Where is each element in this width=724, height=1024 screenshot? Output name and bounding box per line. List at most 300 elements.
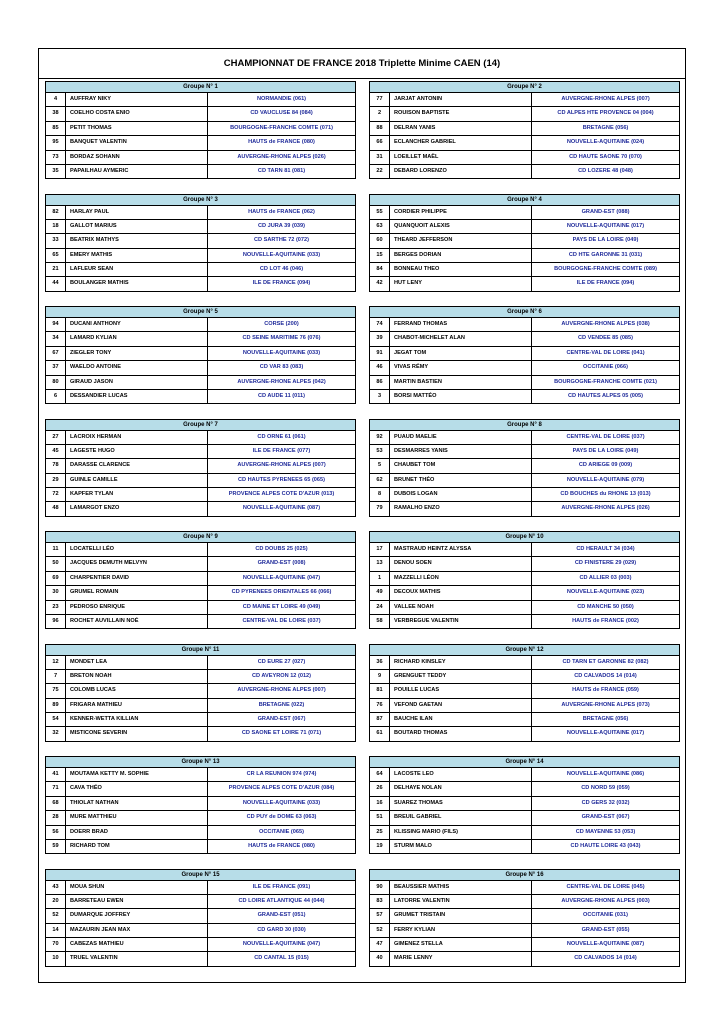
table-row bbox=[369, 234, 680, 248]
team-name: CD GARD 30 (030) bbox=[257, 926, 306, 933]
table-row bbox=[369, 165, 680, 179]
player-number: 10 bbox=[46, 952, 66, 965]
team-name: NOUVELLE-AQUITAINE (087) bbox=[242, 505, 321, 512]
table-row bbox=[45, 263, 356, 277]
player-name: BORDAZ SOHANN bbox=[66, 151, 208, 164]
player-number: 74 bbox=[370, 318, 390, 331]
table-row bbox=[45, 924, 356, 938]
player-name: MARTIN BASTIEN bbox=[390, 376, 532, 389]
table-row bbox=[369, 924, 680, 938]
team-name: OCCITANIE (031) bbox=[583, 912, 628, 919]
player-name: AUFFRAY NIKY bbox=[66, 93, 208, 106]
player-number: 88 bbox=[370, 122, 390, 135]
player-number: 5 bbox=[370, 459, 390, 472]
player-number: 87 bbox=[370, 713, 390, 726]
player-name: DEBARD LORENZO bbox=[390, 165, 532, 178]
table-row bbox=[369, 220, 680, 234]
player-number: 1 bbox=[370, 572, 390, 585]
team-name: CD ORNE 61 (061) bbox=[257, 433, 306, 440]
team-name: CD CALVADOS 14 (014) bbox=[574, 955, 637, 962]
table-row bbox=[45, 445, 356, 459]
table-row bbox=[45, 474, 356, 488]
player-name: VEFOND GAETAN bbox=[390, 699, 532, 712]
player-name: DOERR BRAD bbox=[66, 826, 208, 839]
player-name: GIRAUD JASON bbox=[66, 376, 208, 389]
player-name: JARJAT ANTONIN bbox=[390, 93, 532, 106]
player-number: 79 bbox=[370, 502, 390, 515]
table-row bbox=[369, 332, 680, 346]
team-name: GRAND-EST (055) bbox=[581, 926, 630, 933]
team-name: AUVERGNE-RHONE ALPES (073) bbox=[561, 701, 650, 708]
table-row bbox=[45, 431, 356, 445]
team-name: CD EURE 27 (027) bbox=[257, 658, 306, 665]
player-name: BARRETEAU EWEN bbox=[66, 895, 208, 908]
page-title: CHAMPIONNAT DE FRANCE 2018 Triplette Minime CAEN (14) bbox=[39, 49, 685, 79]
player-number: 89 bbox=[46, 699, 66, 712]
player-name: QUANQUOIT ALEXIS bbox=[390, 220, 532, 233]
table-row bbox=[45, 332, 356, 346]
player-name: MURE MATTHIEU bbox=[66, 811, 208, 824]
team-name: CD LOZERE 48 (048) bbox=[578, 167, 633, 174]
player-name: DUBOIS LOGAN bbox=[390, 488, 532, 501]
team-name: CD CANTAL 15 (015) bbox=[254, 955, 309, 962]
table-row bbox=[369, 390, 680, 404]
player-number: 15 bbox=[370, 249, 390, 262]
player-number: 94 bbox=[46, 318, 66, 331]
player-name: THIOLAT NATHAN bbox=[66, 797, 208, 810]
team-name: BRETAGNE (022) bbox=[258, 701, 305, 708]
group-table bbox=[369, 531, 680, 629]
table-row bbox=[369, 474, 680, 488]
table-row bbox=[369, 107, 680, 121]
team-name: CR LA REUNION 974 (974) bbox=[246, 771, 317, 777]
player-number: 76 bbox=[370, 699, 390, 712]
table-row bbox=[369, 909, 680, 923]
team-name: GRAND-EST (067) bbox=[257, 716, 306, 723]
player-number: 49 bbox=[370, 586, 390, 599]
player-number: 67 bbox=[46, 347, 66, 360]
player-number: 8 bbox=[370, 488, 390, 501]
team-name: CD GERS 32 (032) bbox=[581, 799, 630, 806]
player-number: 86 bbox=[370, 376, 390, 389]
table-row bbox=[369, 459, 680, 473]
player-number: 96 bbox=[46, 615, 66, 628]
player-number: 43 bbox=[46, 881, 66, 894]
group-header: Groupe N° 10 bbox=[369, 531, 680, 543]
team-name: AUVERGNE-RHONE ALPES (007) bbox=[237, 687, 326, 694]
player-number: 17 bbox=[370, 543, 390, 556]
team-name: CD LOT 46 (046) bbox=[259, 266, 304, 273]
table-row bbox=[45, 881, 356, 895]
player-name: CABEZAS MATHIEU bbox=[66, 938, 208, 951]
group-table bbox=[45, 306, 356, 404]
table-row bbox=[45, 895, 356, 909]
team-name: CENTRE-VAL DE LOIRE (045) bbox=[566, 883, 645, 890]
team-name: ILE DE FRANCE (094) bbox=[252, 280, 311, 287]
group-table bbox=[369, 644, 680, 742]
player-number: 16 bbox=[370, 797, 390, 810]
player-number: 42 bbox=[370, 277, 390, 290]
team-name: CD ALLIER 03 (003) bbox=[579, 574, 632, 581]
player-name: LATORRE VALENTIN bbox=[390, 895, 532, 908]
table-row bbox=[369, 797, 680, 811]
team-name: CD PYRENEES ORIENTALES 66 (066) bbox=[231, 589, 332, 596]
player-name: JEGAT TOM bbox=[390, 347, 532, 360]
player-name: CHARPENTIER DAVID bbox=[66, 572, 208, 585]
player-name: GALLOT MARIUS bbox=[66, 220, 208, 233]
team-name: HAUTS de FRANCE (059) bbox=[572, 687, 639, 694]
player-number: 69 bbox=[46, 572, 66, 585]
table-row bbox=[369, 93, 680, 107]
player-name: DESMARRES YANIS bbox=[390, 445, 532, 458]
group-header: Groupe N° 5 bbox=[45, 306, 356, 318]
player-number: 83 bbox=[370, 895, 390, 908]
player-number: 75 bbox=[46, 684, 66, 697]
team-name: NOUVELLE-AQUITAINE (024) bbox=[566, 139, 645, 146]
table-row bbox=[45, 909, 356, 923]
team-name: CD DOUBS 25 (025) bbox=[255, 546, 308, 552]
team-name: ILE DE FRANCE (094) bbox=[576, 280, 635, 287]
group-table bbox=[369, 756, 680, 854]
table-row bbox=[369, 615, 680, 629]
table-row bbox=[369, 826, 680, 840]
player-number: 65 bbox=[46, 249, 66, 262]
team-name: CORSE (200) bbox=[264, 321, 299, 327]
table-row bbox=[369, 952, 680, 966]
table-row bbox=[369, 782, 680, 796]
team-name: HAUTS de FRANCE (080) bbox=[248, 842, 315, 849]
player-number: 91 bbox=[370, 347, 390, 360]
team-name: NOUVELLE-AQUITAINE (087) bbox=[566, 941, 645, 948]
team-name: NOUVELLE-AQUITAINE (079) bbox=[566, 476, 645, 483]
table-row bbox=[45, 122, 356, 136]
table-row bbox=[45, 727, 356, 741]
team-name: CD ALPES HTE PROVENCE 04 (004) bbox=[557, 110, 654, 117]
team-name: CD TARN ET GARONNE 82 (082) bbox=[562, 658, 649, 665]
player-number: 71 bbox=[46, 782, 66, 795]
team-name: NOUVELLE-AQUITAINE (047) bbox=[242, 574, 321, 581]
player-name: LAMARD KYLIAN bbox=[66, 332, 208, 345]
player-name: KENNER-WETTA KILLIAN bbox=[66, 713, 208, 726]
team-name: CD SARTHE 72 (072) bbox=[253, 237, 310, 244]
table-row bbox=[369, 249, 680, 263]
player-name: COELHO COSTA ENIO bbox=[66, 107, 208, 120]
player-name: ROCHET AUVILLAIN NOÉ bbox=[66, 615, 208, 628]
table-row bbox=[369, 376, 680, 390]
team-name: CD SEINE MARITIME 76 (076) bbox=[242, 335, 321, 342]
group-header: Groupe N° 14 bbox=[369, 756, 680, 768]
group-table bbox=[45, 194, 356, 292]
document-sheet bbox=[38, 48, 686, 983]
player-name: BONNEAU THEO bbox=[390, 263, 532, 276]
player-number: 12 bbox=[46, 656, 66, 669]
player-name: HARLAY PAUL bbox=[66, 206, 208, 219]
team-name: CD HAUTES PYRENEES 65 (065) bbox=[237, 476, 326, 483]
player-name: ZIEGLER TONY bbox=[66, 347, 208, 360]
player-name: DUMARQUE JOFFREY bbox=[66, 909, 208, 922]
player-name: CAVA THÉO bbox=[66, 782, 208, 795]
player-number: 51 bbox=[370, 811, 390, 824]
player-number: 62 bbox=[370, 474, 390, 487]
table-row bbox=[369, 347, 680, 361]
table-row bbox=[369, 277, 680, 291]
table-row bbox=[369, 938, 680, 952]
group-table bbox=[369, 869, 680, 967]
team-name: CD TARN 81 (081) bbox=[257, 167, 306, 174]
team-name: AUVERGNE-RHONE ALPES (038) bbox=[561, 321, 650, 327]
team-name: CD LOIRE ATLANTIQUE 44 (044) bbox=[238, 897, 325, 904]
player-number: 27 bbox=[46, 431, 66, 444]
team-name: CD ARIEGE 09 (009) bbox=[578, 462, 633, 469]
player-number: 13 bbox=[370, 557, 390, 570]
team-name: CENTRE-VAL DE LOIRE (037) bbox=[566, 433, 645, 440]
player-name: LOEILLET MAËL bbox=[390, 151, 532, 164]
team-name: AUVERGNE-RHONE ALPES (007) bbox=[237, 462, 326, 469]
player-name: PEDROSO ENRIQUE bbox=[66, 601, 208, 614]
player-name: KLISSING MARIO (FILS) bbox=[390, 826, 532, 839]
team-name: CD SAONE ET LOIRE 71 (071) bbox=[241, 730, 322, 737]
player-number: 47 bbox=[370, 938, 390, 951]
group-header: Groupe N° 8 bbox=[369, 419, 680, 431]
table-row bbox=[45, 797, 356, 811]
table-row bbox=[45, 684, 356, 698]
table-row bbox=[369, 768, 680, 782]
player-number: 52 bbox=[370, 924, 390, 937]
player-number: 18 bbox=[46, 220, 66, 233]
player-name: GRUMEL ROMAIN bbox=[66, 586, 208, 599]
table-row bbox=[45, 220, 356, 234]
table-row bbox=[45, 938, 356, 952]
player-name: BORSI MATTÉO bbox=[390, 390, 532, 403]
player-name: HUT LENY bbox=[390, 277, 532, 290]
player-name: BAUCHE ILAN bbox=[390, 713, 532, 726]
player-name: SUAREZ THOMAS bbox=[390, 797, 532, 810]
player-name: RICHARD TOM bbox=[66, 840, 208, 853]
table-row bbox=[45, 601, 356, 615]
team-name: CD HTE GARONNE 31 (031) bbox=[568, 251, 643, 258]
player-number: 61 bbox=[370, 727, 390, 740]
table-row bbox=[369, 881, 680, 895]
team-name: NOUVELLE-AQUITAINE (033) bbox=[242, 251, 321, 258]
table-row bbox=[45, 502, 356, 516]
player-name: BOUTARD THOMAS bbox=[390, 727, 532, 740]
player-name: DARASSE CLARENCE bbox=[66, 459, 208, 472]
team-name: BRETAGNE (056) bbox=[582, 716, 629, 723]
table-row bbox=[45, 782, 356, 796]
team-name: AUVERGNE-RHONE ALPES (026) bbox=[237, 153, 326, 160]
player-number: 60 bbox=[370, 234, 390, 247]
team-name: NOUVELLE-AQUITAINE (033) bbox=[242, 799, 321, 806]
team-name: BOURGOGNE-FRANCHE COMTE (071) bbox=[230, 124, 333, 131]
player-number: 68 bbox=[46, 797, 66, 810]
team-name: CD AVEYRON 12 (012) bbox=[251, 672, 312, 679]
player-number: 36 bbox=[370, 656, 390, 669]
player-name: GRENGUET TEDDY bbox=[390, 670, 532, 683]
team-name: OCCITANIE (065) bbox=[259, 828, 304, 835]
player-name: ECLANCHER GABRIEL bbox=[390, 136, 532, 149]
player-name: MARIE LENNY bbox=[390, 952, 532, 965]
player-number: 70 bbox=[46, 938, 66, 951]
player-name: BREUIL GABRIEL bbox=[390, 811, 532, 824]
table-row bbox=[45, 572, 356, 586]
player-number: 78 bbox=[46, 459, 66, 472]
player-number: 59 bbox=[46, 840, 66, 853]
team-name: GRAND-EST (067) bbox=[581, 814, 630, 821]
player-name: MOUTAMA KETTY M. SOPHIE bbox=[66, 768, 208, 781]
player-number: 90 bbox=[370, 881, 390, 894]
player-name: GUINLE CAMILLE bbox=[66, 474, 208, 487]
player-name: RAMALHO ENZO bbox=[390, 502, 532, 515]
player-number: 14 bbox=[46, 924, 66, 937]
table-row bbox=[45, 768, 356, 782]
player-name: DENOU SOEN bbox=[390, 557, 532, 570]
player-number: 57 bbox=[370, 909, 390, 922]
team-name: ILE DE FRANCE (077) bbox=[252, 447, 311, 454]
player-number: 55 bbox=[370, 206, 390, 219]
table-row bbox=[369, 263, 680, 277]
player-number: 92 bbox=[370, 431, 390, 444]
team-name: NOUVELLE-AQUITAINE (033) bbox=[242, 349, 321, 356]
player-name: MASTRAUD HEINTZ ALYSSA bbox=[390, 543, 532, 556]
player-name: TRUEL VALENTIN bbox=[66, 952, 208, 965]
team-name: NOUVELLE-AQUITAINE (017) bbox=[566, 222, 645, 229]
player-name: COLOMB LUCAS bbox=[66, 684, 208, 697]
team-name: AUVERGNE-RHONE ALPES (042) bbox=[237, 378, 326, 385]
player-number: 66 bbox=[370, 136, 390, 149]
player-name: VERBREGUE VALENTIN bbox=[390, 615, 532, 628]
team-name: PAYS DE LA LOIRE (049) bbox=[572, 447, 639, 454]
team-name: PROVENCE ALPES COTE D'AZUR (084) bbox=[228, 785, 335, 792]
player-name: DELRAN YANIS bbox=[390, 122, 532, 135]
player-name: ROUISON BAPTISTE bbox=[390, 107, 532, 120]
player-number: 9 bbox=[370, 670, 390, 683]
player-name: BRUNET THÉO bbox=[390, 474, 532, 487]
team-name: NOUVELLE-AQUITAINE (023) bbox=[566, 589, 645, 596]
group-table bbox=[369, 81, 680, 179]
player-number: 95 bbox=[46, 136, 66, 149]
player-number: 34 bbox=[46, 332, 66, 345]
table-row bbox=[369, 361, 680, 375]
table-row bbox=[369, 318, 680, 332]
player-number: 3 bbox=[370, 390, 390, 403]
team-name: AUVERGNE-RHONE ALPES (007) bbox=[561, 96, 650, 102]
player-number: 26 bbox=[370, 782, 390, 795]
team-name: CD HAUTE LOIRE 43 (043) bbox=[570, 842, 641, 849]
player-number: 20 bbox=[46, 895, 66, 908]
group-header: Groupe N° 13 bbox=[45, 756, 356, 768]
group-header: Groupe N° 16 bbox=[369, 869, 680, 881]
player-name: PAPAILHAU AYMERIC bbox=[66, 165, 208, 178]
team-name: CD HAUTE SAONE 70 (070) bbox=[569, 153, 642, 160]
player-number: 33 bbox=[46, 234, 66, 247]
player-number: 39 bbox=[370, 332, 390, 345]
table-row bbox=[45, 826, 356, 840]
team-name: BOURGOGNE-FRANCHE COMTE (021) bbox=[554, 378, 657, 385]
player-name: POUILLE LUCAS bbox=[390, 684, 532, 697]
player-number: 23 bbox=[46, 601, 66, 614]
table-row bbox=[45, 699, 356, 713]
player-name: MAZAURIN JEAN MAX bbox=[66, 924, 208, 937]
table-row bbox=[369, 445, 680, 459]
team-name: CD AUDE 11 (011) bbox=[257, 392, 306, 399]
table-row bbox=[369, 502, 680, 516]
player-name: MAZZELLI LÉON bbox=[390, 572, 532, 585]
team-name: HAUTS de FRANCE (062) bbox=[248, 208, 315, 215]
team-name: HAUTS de FRANCE (002) bbox=[572, 617, 639, 624]
group-header: Groupe N° 6 bbox=[369, 306, 680, 318]
table-row bbox=[45, 459, 356, 473]
group-table bbox=[369, 306, 680, 404]
table-row bbox=[369, 136, 680, 150]
player-number: 29 bbox=[46, 474, 66, 487]
team-name: PAYS DE LA LOIRE (049) bbox=[572, 237, 639, 244]
table-row bbox=[369, 151, 680, 165]
player-name: LOCATELLI LÉO bbox=[66, 543, 208, 556]
player-name: RICHARD KINSLEY bbox=[390, 656, 532, 669]
player-name: STURM MALO bbox=[390, 840, 532, 853]
group-header: Groupe N° 7 bbox=[45, 419, 356, 431]
team-name: HAUTS de FRANCE (080) bbox=[248, 139, 315, 146]
player-name: KAPFER TYLAN bbox=[66, 488, 208, 501]
player-number: 58 bbox=[370, 615, 390, 628]
player-number: 46 bbox=[370, 361, 390, 374]
team-name: PROVENCE ALPES COTE D'AZUR (013) bbox=[228, 491, 335, 498]
player-number: 53 bbox=[370, 445, 390, 458]
team-name: AUVERGNE-RHONE ALPES (003) bbox=[561, 897, 650, 904]
table-row bbox=[45, 361, 356, 375]
team-name: CD MAINE ET LOIRE 49 (049) bbox=[242, 603, 321, 610]
team-name: CD CALVADOS 14 (014) bbox=[574, 672, 637, 679]
team-name: ILE DE FRANCE (091) bbox=[252, 883, 311, 890]
group-table bbox=[45, 419, 356, 517]
team-name: CD NORD 59 (059) bbox=[581, 785, 630, 792]
table-row bbox=[45, 840, 356, 854]
player-name: JACQUES DEMUTH MELVYN bbox=[66, 557, 208, 570]
player-name: FRIGARA MATHIEU bbox=[66, 699, 208, 712]
group-header: Groupe N° 12 bbox=[369, 644, 680, 656]
team-name: NOUVELLE-AQUITAINE (086) bbox=[566, 771, 645, 777]
player-name: DECOUX MATHIS bbox=[390, 586, 532, 599]
team-name: CENTRE-VAL DE LOIRE (037) bbox=[242, 617, 321, 624]
table-row bbox=[369, 656, 680, 670]
player-number: 4 bbox=[46, 93, 66, 106]
player-name: LACROIX HERMAN bbox=[66, 431, 208, 444]
player-number: 72 bbox=[46, 488, 66, 501]
player-number: 31 bbox=[370, 151, 390, 164]
table-row bbox=[45, 151, 356, 165]
player-name: BERGES DORIAN bbox=[390, 249, 532, 262]
team-name: GRAND-EST (008) bbox=[257, 560, 306, 567]
player-name: BOULANGER MATHIS bbox=[66, 277, 208, 290]
player-number: 35 bbox=[46, 165, 66, 178]
player-number: 80 bbox=[46, 376, 66, 389]
team-name: CD BOUCHES du RHONE 13 (013) bbox=[560, 491, 651, 498]
player-number: 38 bbox=[46, 107, 66, 120]
player-name: CHAUBET TOM bbox=[390, 459, 532, 472]
table-row bbox=[369, 840, 680, 854]
team-name: CD VAR 83 (083) bbox=[259, 364, 304, 371]
player-name: GIMENEZ STELLA bbox=[390, 938, 532, 951]
group-table bbox=[45, 644, 356, 742]
player-number: 77 bbox=[370, 93, 390, 106]
player-name: VIVAS RÉMY bbox=[390, 361, 532, 374]
group-header: Groupe N° 9 bbox=[45, 531, 356, 543]
table-row bbox=[45, 488, 356, 502]
player-name: MISTICONE SEVERIN bbox=[66, 727, 208, 740]
player-number: 40 bbox=[370, 952, 390, 965]
group-table bbox=[45, 81, 356, 179]
team-name: NORMANDIE (061) bbox=[256, 96, 307, 102]
